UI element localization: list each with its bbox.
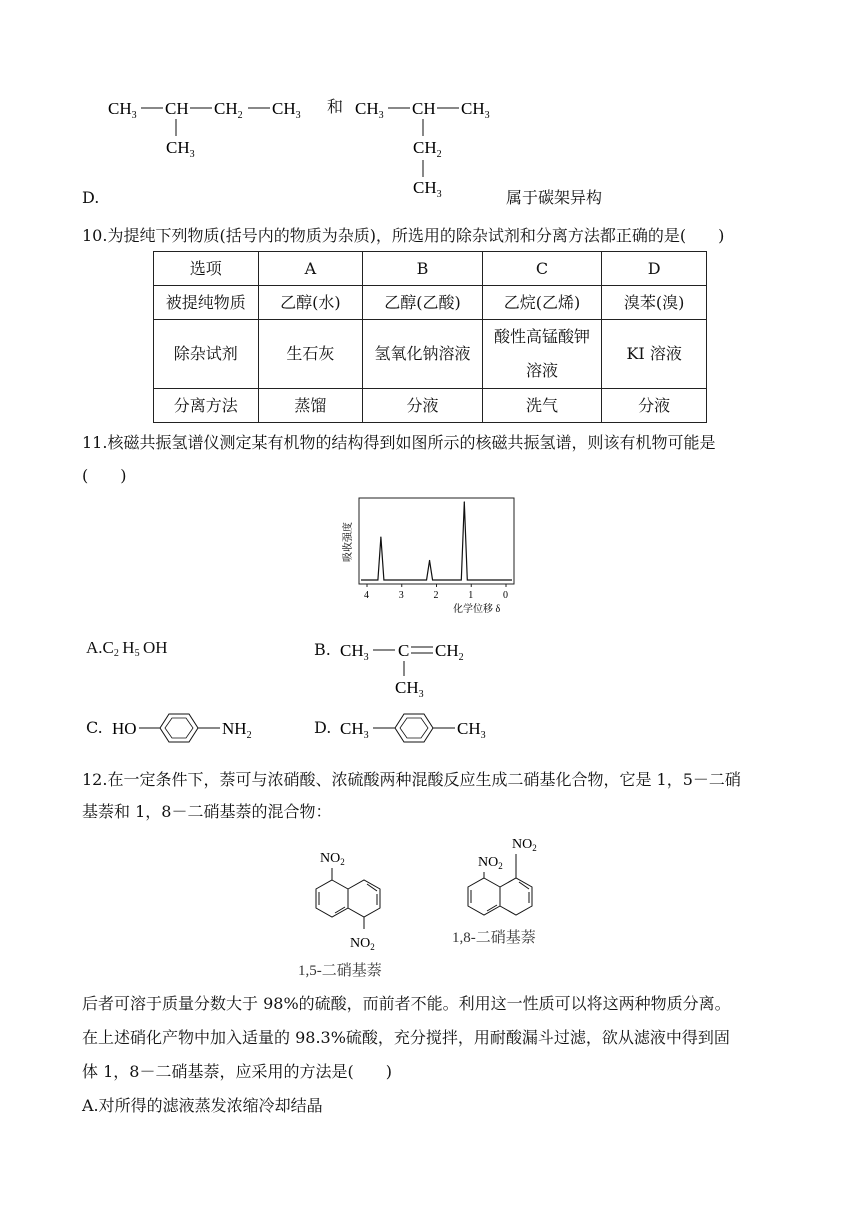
x-tick-label: 1	[468, 590, 474, 601]
table-header-row	[154, 252, 707, 286]
svg-text:CH2: $CH_2$	[435, 641, 464, 663]
table-cell: 生石灰	[258, 320, 363, 389]
svg-text:CH3: $CH_3$	[272, 99, 301, 121]
q9-and-word: 和	[327, 97, 344, 116]
svg-text:NO2: $NO_2$	[320, 851, 345, 867]
x-tick-label: 2	[433, 590, 439, 601]
q12-para-line1: 后者可溶于质量分数大于 98%的硫酸，而前者不能。利用这一性质可以将这两种物质分离。	[82, 994, 731, 1013]
q11-option-c-label: C.	[86, 718, 103, 737]
plot-frame	[359, 498, 514, 584]
q12-para-line2: 在上述硝化产物中加入适量的 98.3%硫酸，充分搅拌，用耐酸漏斗过滤，欲从滤液中得到固	[82, 1028, 730, 1047]
dinitronaphthalene-15-structure	[296, 844, 426, 982]
q11-option-d-structure	[340, 706, 500, 750]
table-cell: KI 溶液	[602, 320, 707, 389]
table-cell: 选项	[154, 252, 259, 286]
q11-option-b-label: B.	[314, 640, 331, 659]
table-cell: B	[363, 252, 483, 286]
q9-d-label: D.	[82, 188, 100, 207]
q12-option-a: A.对所得的滤液蒸发浓缩冷却结晶	[82, 1096, 323, 1115]
table-cell: 分离方法	[154, 389, 259, 423]
q11-option-c-structure	[112, 706, 272, 750]
table-cell: 洗气	[482, 389, 602, 423]
table-cell: 溴苯(溴)	[602, 286, 707, 320]
q11-option-a: $A.C_2$ $H_5$ OH	[86, 638, 168, 659]
table-cell: A	[258, 252, 363, 286]
svg-text:CH: CH	[165, 99, 189, 118]
x-tick-label: 3	[398, 590, 404, 601]
svg-text:HO: HO	[112, 719, 137, 738]
x-tick-label: 0	[503, 590, 508, 601]
table-cell: 蒸馏	[258, 389, 363, 423]
svg-text:CH3: $CH_3$	[413, 178, 442, 200]
svg-text:NO2: $NO_2$	[350, 936, 375, 952]
q9-structure-1	[108, 92, 318, 162]
svg-text:NH2: $NH_2$	[222, 719, 252, 741]
y-axis-label: 吸收强度	[343, 522, 354, 562]
svg-text:CH: CH	[412, 99, 436, 118]
table-cell: 分液	[602, 389, 707, 423]
svg-text:CH3: $CH_3$	[395, 678, 424, 700]
table-cell: 除杂试剂	[154, 320, 259, 389]
table-row	[154, 389, 707, 423]
q11-stem-line1: 11.核磁共振氢谱仪测定某有机物的结构得到如图所示的核磁共振氢谱，则该有机物可能是	[82, 433, 716, 452]
svg-text:CH3: $CH_3$	[461, 99, 490, 121]
svg-text:CH2: $CH_2$	[214, 99, 243, 121]
q10-table	[153, 251, 707, 423]
option-a-label: A.C	[86, 638, 114, 657]
svg-text:NO2: $NO_2$	[512, 837, 537, 853]
label-18-dinitronaphthalene: 1,8-二硝基萘	[452, 930, 536, 946]
spectrum-peak	[429, 560, 430, 561]
table-cell: D	[602, 252, 707, 286]
table-cell: 氢氧化钠溶液	[363, 320, 483, 389]
svg-text:CH3: $CH_3$	[457, 719, 486, 741]
q11-stem-line2: ( )	[82, 466, 127, 485]
q12-stem-line2: 基萘和 1，8－二硝基萘的混合物：	[82, 802, 332, 821]
q11-option-b-structure	[340, 634, 490, 700]
svg-text:CH3: $CH_3$	[166, 138, 195, 160]
q12-para-line3: 体 1，8－二硝基萘，应采用的方法是( )	[82, 1062, 392, 1081]
nmr-spectrum-chart	[335, 490, 525, 620]
svg-text:CH3: $CH_3$	[340, 641, 369, 663]
q9-d-text: 属于碳架异构	[506, 188, 603, 207]
svg-text:CH3: $CH_3$	[340, 719, 369, 741]
table-row	[154, 286, 707, 320]
q10-stem: 10.为提纯下列物质(括号内的物质为杂质)，所选用的除杂试剂和分离方法都正确的是( )	[82, 226, 725, 245]
table-cell: 乙烷(乙烯)	[482, 286, 602, 320]
q11-option-d-label: D.	[314, 718, 332, 737]
x-tick-label: 4	[364, 590, 369, 601]
table-cell: 乙醇(水)	[258, 286, 363, 320]
svg-text:CH2: $CH_2$	[413, 138, 442, 160]
svg-text:NO2: $NO_2$	[478, 855, 503, 871]
x-axis-label: 化学位移 δ	[453, 604, 501, 615]
q12-stem-line1: 12.在一定条件下，萘可与浓硝酸、浓硫酸两种混酸反应生成二硝基化合物，它是 1，5－二硝	[82, 770, 741, 789]
table-row	[154, 320, 707, 389]
table-cell: 被提纯物质	[154, 286, 259, 320]
table-cell: C	[482, 252, 602, 286]
svg-text:CH3: $CH_3$	[108, 99, 137, 121]
spectrum-peak	[464, 501, 465, 502]
label-15-dinitronaphthalene: 1,5-二硝基萘	[298, 963, 382, 979]
table-cell: 乙醇(乙酸)	[363, 286, 483, 320]
q9-structure-2	[355, 92, 505, 202]
spectrum-trace	[361, 502, 512, 580]
dinitronaphthalene-18-structure	[448, 830, 578, 950]
table-cell: 酸性高锰酸钾溶液	[482, 320, 602, 389]
svg-text:C: C	[398, 641, 410, 660]
spectrum-peak	[380, 537, 381, 538]
svg-text:CH3: $CH_3$	[355, 99, 384, 121]
table-cell: 分液	[363, 389, 483, 423]
